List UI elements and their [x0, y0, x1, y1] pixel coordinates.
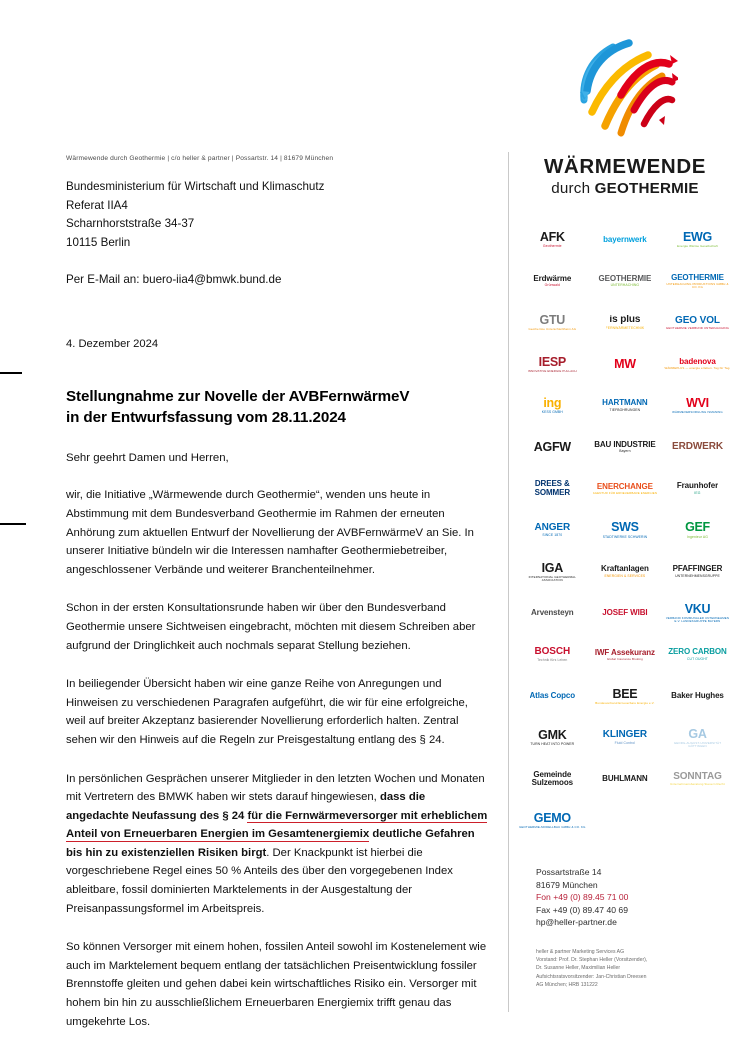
partner-logo-cell: [661, 468, 734, 510]
partner-logo: [594, 441, 655, 454]
salutation: Sehr geehrt Damen und Herren,: [66, 452, 229, 465]
partner-logo-name: GEF: [685, 521, 710, 535]
partner-logo: [528, 314, 576, 331]
partner-logo-name: GEOTHERMIE: [598, 274, 652, 283]
partner-logo-name: Fraunhofer: [676, 482, 719, 491]
partner-logo-tagline: VERBAND KOMMUNALER UNTERNEHMEN E.V. LANDESGRUPPE BAYERN: [665, 616, 730, 624]
recipient-line-2: Referat IIA4: [66, 198, 128, 212]
page-title: [66, 386, 490, 428]
partner-logo-cell: [661, 551, 734, 593]
fold-mark-top: [0, 372, 22, 374]
email-delivery-line: Per E-Mail an: buero-iia4@bmwk.bund.de: [66, 273, 282, 287]
partner-logo: [672, 442, 723, 453]
partner-logo-tagline: Fluid Control: [614, 740, 636, 745]
imprint-line-4: Aufsichtsratsvorsitzender: Jan-Christian Dreesen: [536, 973, 647, 980]
partner-logo-tagline: GEORG-AUGUST-UNIVERSITÄT GÖTTINGEN: [673, 740, 722, 748]
partner-logo-cell: [516, 427, 589, 469]
partner-logo: [602, 775, 647, 783]
partner-logo-cell: [516, 676, 589, 718]
partner-logo-tagline: AGENTUR FÜR ERNEUERBARE ENERGIEN: [592, 490, 658, 495]
partner-logo-tagline: STADTWERKE SCHWERIN: [602, 534, 648, 539]
partner-logo-cell: [589, 759, 662, 801]
partner-logo-cell: [589, 261, 662, 303]
partner-logo: [606, 315, 645, 330]
partner-logo: [602, 609, 647, 617]
partner-logo-tagline: Global Insurance Broking: [606, 656, 643, 661]
sender-return-address: Wärmewende durch Geothermie | c/o heller & partner | Possartstr. 14 | 81679 München: [66, 155, 334, 162]
partner-logo: [534, 647, 570, 662]
partner-logo-name: EWG: [682, 231, 712, 245]
partner-logo-tagline: UNTERNEHMENSGRUPPE: [675, 573, 720, 578]
partner-logo-name: KLINGER: [602, 730, 648, 741]
paragraph-2: Schon in der ersten Konsultationsrunde haben wir über den Bundesverband Geothermie unsere Sichtweisen eingebracht, möchten mit diesem Schreiben aber aufgrund der Dringlichkeit auch nochmals separat Stellung beziehen.: [66, 602, 476, 652]
partner-logo: [614, 358, 636, 371]
partner-logo: [668, 648, 726, 661]
partner-logo-tagline: Geothermie Unterschleißheim AG: [528, 327, 577, 332]
partner-logo-cell: [589, 468, 662, 510]
partner-logo-tagline: Geothermie: [542, 244, 562, 249]
partner-logo-name: HARTMANN: [602, 399, 648, 408]
highlight-bold-underlined: für die Fernwärmeversorger mit erheblichem Anteil von Erneuerbaren Energien im Gesamtenergiemix: [66, 809, 488, 841]
partner-logo-cell: [589, 344, 662, 386]
recipient-address: [66, 178, 490, 252]
partner-logo-name: BUHLMANN: [602, 775, 648, 784]
partner-logo-tagline: TURN HEAT INTO POWER: [530, 742, 575, 747]
partner-logo-cell: [589, 717, 662, 759]
partner-logo-name: VKU: [684, 603, 711, 617]
partner-logo-tagline: WÄRMEVERSORGUNG ISMANING: [672, 410, 723, 415]
partner-logo: [528, 356, 577, 373]
contact-email[interactable]: hp@heller-partner.de: [536, 917, 617, 928]
partner-logo-cell: [516, 634, 589, 676]
partner-logo-cell: [516, 344, 589, 386]
partner-logo-name: ENERCHANGE: [596, 482, 653, 491]
partner-logo-tagline: KESS GMBH: [541, 410, 563, 415]
partner-logo-cell: [589, 427, 662, 469]
brand-logo-block: [516, 28, 734, 197]
partner-logo: [533, 275, 571, 288]
fold-mark-middle: [0, 523, 26, 525]
partner-logo-name: GTU: [539, 314, 566, 328]
partner-logo: [601, 565, 649, 578]
partner-logo-name: Baker Hughes: [671, 692, 724, 701]
partner-logo-name: GA: [688, 727, 707, 741]
imprint-line-1: heller & partner Marketing Services AG: [536, 949, 625, 955]
partner-logo-tagline: FERNWÄRMETECHNIK: [605, 325, 645, 330]
partner-logo-cell: [516, 800, 589, 842]
partner-logo-name: BAU INDUSTRIE: [594, 440, 656, 449]
partner-logo: [540, 231, 565, 249]
partner-logo-cell: [661, 676, 734, 718]
recipient-line-3: Scharnhorststraße 34-37: [66, 217, 195, 231]
partner-logo-tagline: Unternehmensberatung Steuern Recht: [670, 782, 725, 787]
partner-logo: [534, 523, 570, 538]
partner-logo-cell: [516, 551, 589, 593]
letter-body: [66, 155, 490, 1031]
partner-logo-cell: [661, 385, 734, 427]
partner-logo-cell: [661, 717, 734, 759]
partner-logo-cell: [516, 302, 589, 344]
recipient-line-4: 10115 Berlin: [66, 235, 131, 249]
letter-date: 4. Dezember 2024: [66, 338, 159, 351]
partner-logo-cell: [516, 510, 589, 552]
partner-logo-name: GEO VOL: [675, 315, 720, 326]
imprint-line-3: Dr. Susanne Heller, Maximilian Heller: [536, 965, 621, 972]
partner-logo-cell: [661, 344, 734, 386]
partner-logo-tagline: Bayern: [619, 449, 631, 454]
partner-logo-name: IGA: [541, 561, 563, 575]
paragraph-3: In beiliegender Übersicht haben wir eine ganze Reihe von Anregungen und Hinweisen zu verschiedenen Paragrafen aufgeführt, die wir für eine erfolgreiche, weil auf breiter Akzeptanz basierender Novellierung erforderlich halten. Zentral sehen wir den Hinweis auf die Regeln zur Preisgestaltung entlang des § 24.: [66, 678, 468, 746]
partner-logo-name: GMK: [538, 728, 567, 742]
partner-logo-name: ZERO CARBON: [668, 648, 727, 657]
partner-logo-cell: [589, 634, 662, 676]
partner-logo: [519, 812, 585, 829]
partner-logo: [542, 397, 563, 415]
partner-logo-cell: [661, 302, 734, 344]
partner-logo-name: ERDWERK: [672, 442, 723, 452]
imprint-block: [536, 948, 736, 989]
partner-logo-name: BEE: [612, 687, 638, 701]
partner-logo: [673, 565, 723, 578]
partner-logo-tagline: WÄRMEPLUS — energie erleben. Tag für Tag.: [664, 366, 731, 371]
paragraph-highlight: [66, 770, 490, 919]
partner-logo-name: JOSEF WIBI: [602, 609, 648, 618]
partner-logo-name: DREES & SOMMER: [534, 480, 570, 497]
partner-logo: [670, 772, 725, 786]
partner-logo-cell: [516, 385, 589, 427]
partner-logo-cell: [516, 468, 589, 510]
partner-logo-cell: [589, 385, 662, 427]
highlight-lead: In persönlichen Gesprächen unserer Mitglieder in den letzten Wochen und Monaten mit Vertretern des BMWK haben wir stets darauf hingewiesen,: [66, 772, 485, 804]
partner-logo-name: GEOTHERMIE: [671, 273, 724, 282]
partner-logo-tagline: GEOTHERMIE VERBUND UNTERHACHING: [665, 325, 730, 330]
partner-logo: [530, 692, 576, 700]
partner-logo: [677, 231, 718, 248]
partner-logo-name: Kraftanlagen: [601, 565, 649, 574]
partner-logo-tagline: IEG: [694, 490, 701, 495]
partner-logo: [534, 441, 571, 454]
partner-logo-cell: [589, 219, 662, 261]
partner-logo-cell: [589, 551, 662, 593]
partner-logo-name: GEMO: [533, 812, 571, 826]
partner-logo: [603, 521, 648, 539]
subject-line-2: in der Entwurfsfassung vom 28.11.2024: [66, 409, 346, 427]
partner-logo: [664, 358, 730, 370]
partner-logo-name: Atlas Copco: [529, 692, 576, 701]
partner-logo-tagline: Bundesverband Erneuerbare Energie e.V.: [595, 700, 655, 705]
highlight-bold-1: dass die angedachte Neufassung des § 24: [66, 791, 426, 822]
partner-logo-tagline: Energie Wärme Gesellschaft: [677, 244, 718, 249]
partner-logo: [603, 236, 646, 244]
contact-phone: Fon +49 (0) 89.45 71 00: [536, 892, 629, 903]
subject-line-1: Stellungnahme zur Novelle der AVBFernwärmeV: [66, 388, 410, 406]
partner-logo: [677, 482, 718, 495]
partner-logo-name: MW: [614, 357, 636, 371]
partner-logo-tagline: Technik fürs Leben: [537, 657, 568, 662]
partner-logo-name: badenova: [679, 358, 716, 367]
imprint-line-5: AG München; HRB 131222: [536, 981, 598, 988]
partner-logo: [519, 771, 586, 788]
partner-logo-cell: [516, 759, 589, 801]
partner-logo-cell: [589, 302, 662, 344]
partner-logo-cell: [516, 219, 589, 261]
imprint-line-2: Vorstand: Prof. Dr. Stephan Heller (Vorsitzender),: [536, 957, 648, 964]
contact-street: Possartstraße 14: [536, 867, 602, 877]
partner-logo-grid: [516, 219, 734, 842]
partner-logo: [531, 609, 574, 617]
partner-logo: [671, 692, 724, 700]
partner-logo-tagline: UNTERHACHING PRODUKTIONS GMBH & CO. KG: [666, 281, 729, 289]
highlight-bold-2: deutliche Gefahren bis hin zu existenziellen Risiken birgt: [66, 828, 475, 859]
paragraph-final: So können Versorger mit einem hohen, fossilen Anteil sowohl im Kostenelement wie auch im Marktelement bequem entlang der tatsächlichen Preisentwicklung fossiler Brennstoffe gleiten und gehen dabei kein wirtschaftliches Risiko ein. Versorger mit hohem bin hin zu ausschließlichem Erneuerbaren Energiemix trifft genau das umgekehrte Los.: [66, 941, 487, 1028]
partner-logo: [664, 728, 731, 748]
partner-logo-tagline: ENERGIEN & SERVICES: [604, 573, 646, 578]
partner-logo-tagline: INNOVATIVE ENERGIE PULLACH: [527, 368, 577, 373]
highlight-tail: . Der Knackpunkt ist hierbei die vorgeschriebene Regel eines 50 % Anteils des über den vorgegebenen Index ableitbare, fossil dominierten Marktelements in der Ausgestaltung der Preisanpassungsformel im Arbeitspreis.: [66, 846, 453, 915]
partner-logo-name: WVI: [686, 397, 709, 411]
contact-block: [536, 866, 736, 929]
partner-logo: [666, 316, 729, 330]
brand-subtitle-bold: GEOTHERMIE: [594, 180, 699, 197]
partner-logo: [595, 688, 654, 705]
partner-logo-name: Gemeinde Sulzemoos: [531, 770, 573, 788]
partner-logo: [603, 730, 647, 745]
partner-logo-name: ing: [543, 396, 562, 410]
partner-logo-cell: [661, 427, 734, 469]
partner-logo-tagline: GEOTHERMIE-MODELLBAU GMBH & CO. KG: [519, 825, 586, 830]
partner-logo: [664, 603, 731, 623]
contact-fax: Fax +49 (0) 89.47 40 69: [536, 904, 628, 915]
partner-logo-cell: [589, 676, 662, 718]
brand-subtitle: [516, 180, 734, 197]
partner-logo: [598, 275, 651, 288]
partner-logo-name: ANGER: [534, 522, 571, 533]
partner-logo-tagline: TIEFBOHRUNGEN: [609, 407, 641, 412]
partner-logo-name: Erdwärme: [533, 274, 572, 283]
partner-logo: [664, 274, 731, 289]
partner-logo: [530, 729, 574, 747]
partner-logo: [593, 483, 657, 495]
partner-logo-cell: [661, 261, 734, 303]
partner-logo-tagline: Ingenieur AG: [686, 534, 708, 539]
globe-swoosh-logo: [572, 38, 678, 142]
partner-logo-name: IESP: [538, 355, 566, 369]
partner-logo-cell: [661, 593, 734, 635]
partner-logo-cell: [589, 510, 662, 552]
partner-logo-cell: [661, 634, 734, 676]
partner-logo-tagline: Grünwald: [544, 283, 560, 288]
partner-logo: [519, 562, 586, 582]
partner-logo: [595, 649, 655, 661]
partner-logo-tagline: INTERNATIONAL GEOTHERMAL ASSOCIATION: [528, 574, 577, 582]
partner-logo-name: SONNTAG: [673, 772, 722, 783]
partner-logo-cell: [516, 593, 589, 635]
partner-logo-name: PFAFFINGER: [672, 565, 723, 574]
partner-logo: [672, 397, 723, 414]
partner-logo: [602, 399, 647, 412]
column-divider: [508, 152, 509, 1012]
partner-logo-cell: [661, 510, 734, 552]
partner-logo-name: SWS: [611, 521, 639, 535]
paragraph-1: wir, die Initiative „Wärmewende durch Geothermie“, wenden uns heute in Abstimmung mit dem Bundesverband Geothermie im Rahmen der erneuten Anhörung zum aktuellen Entwurf der Novellierung der AVBFernwärmeV an Sie. In unserer Initiative bündeln wir die Interessen namhafter Geothermiebetreiber, angeschlossener Verbände und weiterer Branchenteilnehmer.: [66, 489, 474, 576]
brand-title: WÄRMEWENDE: [543, 155, 706, 178]
partner-logo-tagline: SINCE 1870: [542, 533, 563, 538]
partner-logo-tagline: UNTERHACHING: [610, 283, 640, 288]
partner-logo-name: AFK: [539, 230, 565, 244]
partner-logo-cell: [661, 759, 734, 801]
partner-logo: [519, 480, 586, 497]
brand-subtitle-prefix: durch: [551, 180, 595, 197]
partner-logo-cell: [516, 261, 589, 303]
partner-logo-name: bayernwerk: [603, 235, 647, 244]
partner-logo-name: AGFW: [533, 440, 571, 454]
partner-logo-cell: [589, 593, 662, 635]
partner-logo-cell: [661, 219, 734, 261]
partner-logo-name: IWF Assekuranz: [594, 648, 655, 657]
partner-logo-cell: [516, 717, 589, 759]
partner-logo-name: Arvensteyn: [531, 609, 574, 618]
partner-logo: [685, 521, 710, 539]
sidebar: [516, 28, 734, 842]
partner-logo-tagline: CUT OUGHT: [686, 656, 708, 661]
partner-logo-name: is plus: [609, 315, 641, 326]
recipient-line-1: Bundesministerium für Wirtschaft und Klimaschutz: [66, 180, 325, 193]
contact-city: 81679 München: [536, 879, 598, 890]
partner-logo-name: BOSCH: [534, 647, 571, 658]
